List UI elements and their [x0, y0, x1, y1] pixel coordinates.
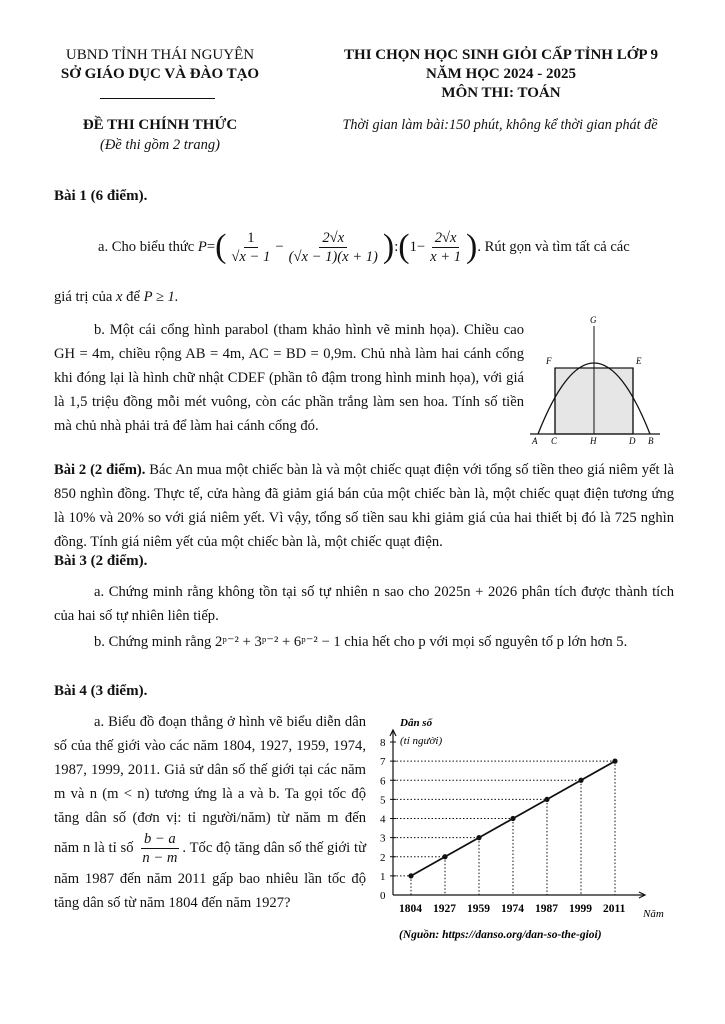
bai1-a-line — [54, 222, 674, 272]
formula-minus: − — [275, 238, 284, 255]
x-tick-label: 1927 — [433, 903, 456, 915]
formula-eq: = — [206, 238, 216, 255]
population-chart — [365, 712, 695, 947]
official-exam-label: ĐỀ THI CHÍNH THỨC — [82, 117, 238, 133]
x-tick-label: 1974 — [501, 903, 524, 915]
page-count-note: (Đề thi gồm 2 trang) — [99, 137, 220, 153]
bai4-title: Bài 4 (3 điểm). — [54, 683, 148, 699]
header-left — [40, 46, 280, 84]
header-right — [296, 46, 706, 103]
exam-title: THI CHỌN HỌC SINH GIỎI CẤP TỈNH LỚP 9 — [344, 47, 658, 63]
data-point — [510, 816, 515, 821]
paren-open-2: ( — [398, 228, 410, 265]
label-a: A — [532, 436, 538, 446]
paren-open: ( — [215, 228, 227, 265]
header-divider — [100, 98, 215, 99]
department-name: SỞ GIÁO DỤC VÀ ĐÀO TẠO — [60, 66, 260, 82]
label-h: H — [590, 436, 597, 446]
label-d: D — [629, 436, 636, 446]
y-tick-label: 3 — [380, 832, 386, 845]
y-tick-label: 8 — [380, 737, 386, 749]
y-tick-label: 0 — [380, 890, 386, 902]
data-point — [578, 778, 583, 783]
label-e: E — [636, 356, 642, 366]
fraction-2: $\frac{2√x}{(√x - 1)(x + 1)}$ — [288, 229, 378, 265]
data-point — [408, 873, 413, 878]
bai1-a-suffix: . Rút gọn và tìm tất cả các — [477, 238, 630, 255]
data-point — [442, 854, 447, 859]
bai1-a-prefix: a. Cho biểu thức — [98, 238, 195, 255]
time-limit: Thời gian làm bài:150 phút, không kể thời gian phát đề — [342, 117, 658, 133]
fraction-3: $\frac{2√x}{x + 1}$ — [430, 229, 462, 265]
bai1-b-text: b. Một cái cổng hình parabol (tham khảo hình vẽ minh họa). Chiều cao GH = 4m, chiều rộng AB = 4m, AC = BD = 0,9m. Chủ nhà làm hai cánh cổng khi đóng lại là hình chữ nhật CDEF (phần tô đậm trong hình minh họa), với giá là 1,5 triệu đồng mỗi mét vuông, còn các phần trắng làm sen hoa. Tính số tiền mà chủ nhà phải trả để làm hai cánh cổng đó. — [54, 322, 524, 434]
y-tick-label: 2 — [380, 851, 386, 864]
bai4-fraction: $\frac{b - a}{n - m}$ — [142, 831, 178, 866]
bai3-title: Bài 3 (2 điểm). — [54, 553, 148, 569]
fraction-1: $\frac{1}{√x - 1}$ — [231, 229, 271, 265]
bai2-block — [54, 458, 674, 554]
gate-figure — [520, 312, 680, 447]
bai4-text2: . Tốc độ tăng dân số thế giới từ năm 1987 đến năm 2011 gấp bao nhiêu lần tốc độ tăng dân số từ năm 1804 đến năm 1927? — [54, 839, 367, 911]
data-point — [612, 759, 617, 764]
chart-ylabel: Dân số — [400, 717, 433, 729]
paren-close: ) — [382, 228, 395, 265]
subject: MÔN THI: TOÁN — [441, 85, 561, 101]
bai4-text — [54, 710, 366, 915]
y-tick-label: 5 — [380, 794, 386, 807]
province-name: UBND TỈNH THÁI NGUYÊN — [65, 47, 255, 63]
formula-p: P — [197, 238, 207, 255]
bai1-title: Bài 1 (6 điểm). — [54, 188, 148, 204]
x-tick-label: 1959 — [467, 903, 490, 915]
school-year: NĂM HỌC 2024 - 2025 — [426, 66, 576, 82]
y-tick-label: 6 — [380, 775, 386, 788]
bai3-a-text: a. Chứng minh rằng không tồn tại số tự nhiên n sao cho 2025n + 2026 phân tích được thành tích của hai số tự nhiên liên tiếp. — [54, 584, 674, 624]
formula-colon: : — [394, 238, 399, 255]
label-b: B — [648, 436, 654, 446]
chart-ylabel-unit: (tỉ người) — [400, 735, 443, 747]
x-tick-label: 2011 — [603, 903, 626, 915]
x-tick-label: 1987 — [535, 903, 558, 915]
bai3-b-text: b. Chứng minh rằng 2ᵖ⁻² + 3ᵖ⁻² + 6ᵖ⁻² − 1 chia hết cho p với mọi số nguyên tố p lớn hơn 5. — [94, 634, 628, 650]
bai1-a-line2: giá trị của x để P ≥ 1. — [54, 289, 179, 305]
formula-one: 1− — [409, 238, 426, 255]
bai4-text1: a. Biểu đồ đoạn thẳng ở hình vẽ biểu diễn dân số của thế giới vào các năm 1804, 1927, 1959, 1974, 1987, 1999, 2011. Giả sử dân số thế giới tại các năm m và n (m < n) tương ứng là a và b. Ta gọi tốc độ tăng dân số (đơn vị: tỉ người/năm) từ năm m đến năm n là tỉ số — [54, 714, 366, 856]
y-tick-label: 7 — [380, 756, 386, 769]
label-g: G — [590, 315, 597, 325]
data-point — [544, 797, 549, 802]
label-c: C — [551, 436, 558, 446]
bai2-text: Bác An mua một chiếc bàn là và một chiếc quạt điện với tổng số tiền theo giá niêm yết là 850 nghìn đồng. Thực tế, cửa hàng đã giảm giá bán của một chiếc bàn là, một chiếc quạt điện tương ứng là 10% và 20% so với giá niêm yết. Vì vậy, tổng số tiền sau khi giảm giá của hai thiết bị đó là 725 nghìn đồng. Tính giá niêm yết của một chiếc bàn là, một chiếc quạt điện. — [54, 462, 674, 550]
paren-close-2: ) — [466, 228, 478, 265]
y-tick-label: 4 — [380, 813, 386, 826]
chart-xlabel: Năm — [643, 908, 664, 920]
y-tick-label: 1 — [380, 870, 386, 883]
x-tick-label: 1999 — [569, 903, 592, 915]
x-tick-label: 1804 — [399, 903, 422, 915]
label-f: F — [546, 356, 552, 366]
bai2-title: Bài 2 (2 điểm). — [54, 462, 146, 478]
data-point — [476, 835, 481, 840]
chart-source: (Nguồn: https://danso.org/dan-so-the-gioi) — [399, 929, 602, 941]
